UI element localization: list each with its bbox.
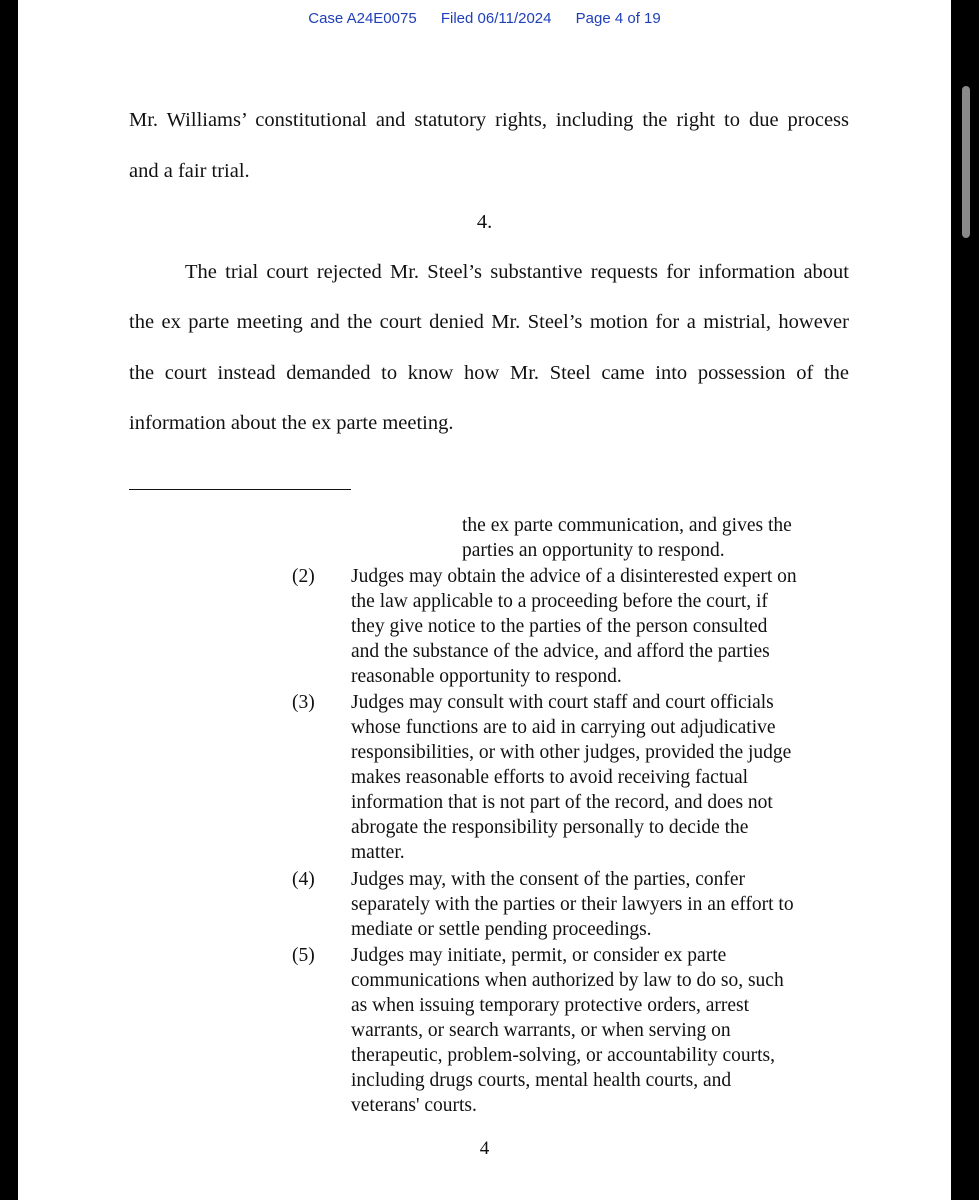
- footnote-line: parties an opportunity to respond.: [462, 540, 725, 561]
- footnote-line: veterans' courts.: [351, 1095, 477, 1116]
- page-indicator: Page 4 of 19: [575, 10, 661, 27]
- footnote-line: Judges may initiate, permit, or consider ex parte: [351, 945, 727, 966]
- paragraph-number: 4.: [476, 211, 493, 233]
- footnote-line: whose functions are to aid in carrying out adjudicative: [351, 717, 776, 738]
- footnote-item-number: (3): [292, 692, 315, 713]
- footnote-line: including drugs courts, mental health courts, and: [351, 1070, 732, 1091]
- footnote-line: matter.: [351, 842, 405, 863]
- footnote-line: Judges may consult with court staff and court officials: [351, 692, 774, 713]
- footnote-item-number: (2): [292, 566, 315, 587]
- footnote-item-number: (4): [292, 869, 315, 890]
- body-line: information about the ex parte meeting.: [129, 412, 454, 434]
- footnote-line: they give notice to the parties of the person consulted: [351, 616, 768, 637]
- body-line: the ex parte meeting and the court denied Mr. Steel’s motion for a mistrial, however: [129, 311, 849, 333]
- document-page: [18, 0, 951, 1200]
- footnote-line: Judges may obtain the advice of a disinterested expert on: [351, 566, 797, 587]
- footnote-line: communications when authorized by law to do so, such: [351, 970, 784, 991]
- footnote-line: Judges may, with the consent of the parties, confer: [351, 869, 746, 890]
- footnote-line: responsibilities, or with other judges, provided the judge: [351, 742, 792, 763]
- body-line: the court instead demanded to know how Mr. Steel came into possession of the: [129, 362, 849, 384]
- body-line: The trial court rejected Mr. Steel’s substantive requests for information about: [185, 261, 849, 283]
- footnote-line: information that is not part of the record, and does not: [351, 792, 773, 813]
- footnote-line: therapeutic, problem-solving, or accountability courts,: [351, 1045, 776, 1066]
- footnote-line: the law applicable to a proceeding before the court, if: [351, 591, 768, 612]
- footnote-line: and the substance of the advice, and afford the parties: [351, 641, 770, 662]
- body-line: Mr. Williams’ constitutional and statutory rights, including the right to due process: [129, 109, 849, 131]
- filing-stamp: [18, 10, 951, 27]
- filed-date: Filed 06/11/2024: [440, 10, 552, 27]
- body-line: and a fair trial.: [129, 160, 250, 182]
- footnote-line: the ex parte communication, and gives the: [462, 515, 792, 536]
- case-number: Case A24E0075: [308, 10, 417, 27]
- footnote-line: makes reasonable efforts to avoid receiving factual: [351, 767, 749, 788]
- footnote-line: abrogate the responsibility personally to decide the: [351, 817, 749, 838]
- footnote-line: reasonable opportunity to respond.: [351, 666, 622, 687]
- vertical-scrollbar[interactable]: [962, 86, 970, 238]
- footnote-line: separately with the parties or their lawyers in an effort to: [351, 894, 794, 915]
- footnote-line: warrants, or search warrants, or when serving on: [351, 1020, 731, 1041]
- footnote-item-number: (5): [292, 945, 315, 966]
- footnote-line: as when issuing temporary protective orders, arrest: [351, 995, 749, 1016]
- footnote-line: mediate or settle pending proceedings.: [351, 919, 652, 940]
- footnote-separator: [129, 489, 351, 490]
- page-number: 4: [479, 1138, 490, 1159]
